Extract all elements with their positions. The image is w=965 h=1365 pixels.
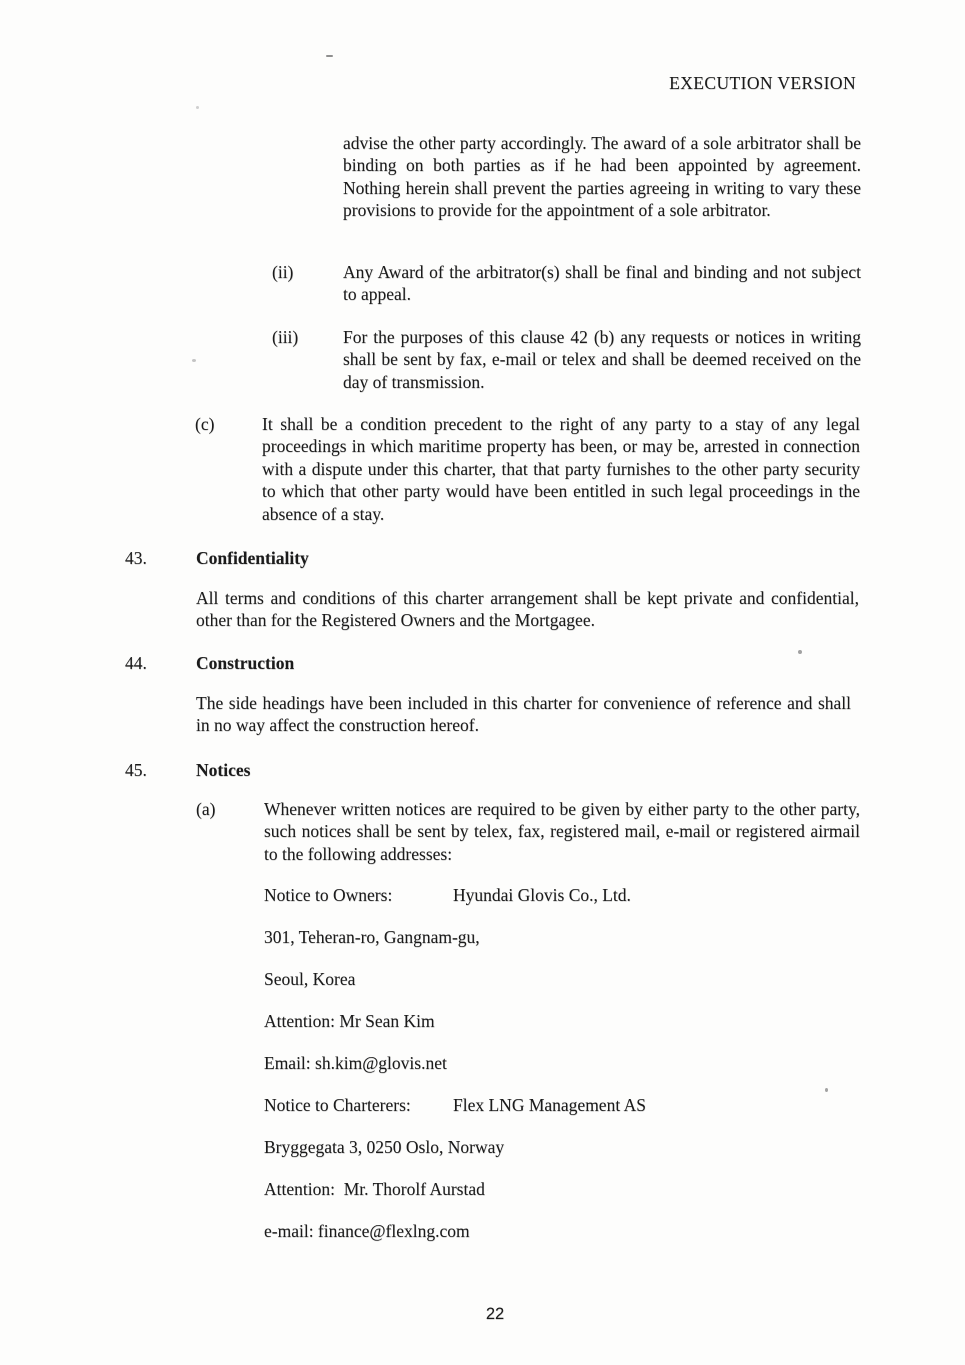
item-iii-marker: (iii) [272,327,299,347]
owners-notice-row [264,884,631,906]
scan-speck [196,106,199,109]
owners-address-line: 301, Teheran-ro, Gangnam-gu, [264,927,480,947]
owners-company: Hyundai Glovis Co., Ltd. [453,885,631,905]
owners-address-line: Seoul, Korea [264,969,356,989]
section-44-number: 44. [125,653,147,673]
item-a-text: Whenever written notices are required to be given by either party to the other party, such notices shall be sent by telex, fax, registered mail, e-mail or registered airmail to the following addresses: [264,799,860,864]
owners-email-line: Email: sh.kim@glovis.net [264,1053,447,1073]
section-43-paragraph: All terms and conditions of this charter arrangement shall be kept private and confidential, other than for the Registered Owners and the Mortgagee. [196,588,859,631]
item-ii-marker: (ii) [272,262,294,282]
item-ii-text: Any Award of the arbitrator(s) shall be final and binding and not subject to appeal. [343,262,861,305]
item-iii-text: For the purposes of this clause 42 (b) any requests or notices in writing shall be sent by fax, e-mail or telex and shall be deemed received on the day of transmission. [343,327,861,392]
section-45-number: 45. [125,760,147,780]
section-44-title: Construction [196,653,295,673]
item-c-text: It shall be a condition precedent to the right of any party to a stay of any legal proceedings in which maritime property has been, or may be, arrested in connection with a dispute under this charter, that that party furnishes to the other party security to which that other party would have been entitled in such legal proceedings in the absence of a stay. [262,414,860,524]
scan-speck [326,55,333,57]
scan-speck [825,1088,828,1092]
section-43-title: Confidentiality [196,548,309,568]
owners-attention-line: Attention: Mr Sean Kim [264,1011,435,1031]
execution-version-header: EXECUTION VERSION [669,73,856,93]
scan-speck [798,650,802,654]
item-a-marker: (a) [196,799,216,819]
scan-speck [192,359,196,362]
charterers-attention-line: Attention: Mr. Thorolf Aurstad [264,1179,485,1199]
owners-notice-label: Notice to Owners: [264,885,393,905]
section-44-paragraph: The side headings have been included in this charter for convenience of reference and shall in no way affect the construction hereof. [196,693,851,736]
section-45-title: Notices [196,760,251,780]
charterers-email-line: e-mail: finance@flexlng.com [264,1221,470,1241]
item-c-marker: (c) [195,414,215,434]
intro-paragraph: advise the other party accordingly. The award of a sole arbitrator shall be binding on both parties as if he had been appointed by agreement. Nothing herein shall prevent the parties agreeing in writing to vary these provisions to provide for the appointment of a sole arbitrator. [343,133,861,221]
charterers-notice-label: Notice to Charterers: [264,1095,411,1115]
charterers-company: Flex LNG Management AS [453,1095,646,1115]
section-43-number: 43. [125,548,147,568]
page-number: 22 [485,1305,505,1323]
charterers-notice-row [264,1094,646,1116]
charterers-address-line: Bryggegata 3, 0250 Oslo, Norway [264,1137,505,1157]
